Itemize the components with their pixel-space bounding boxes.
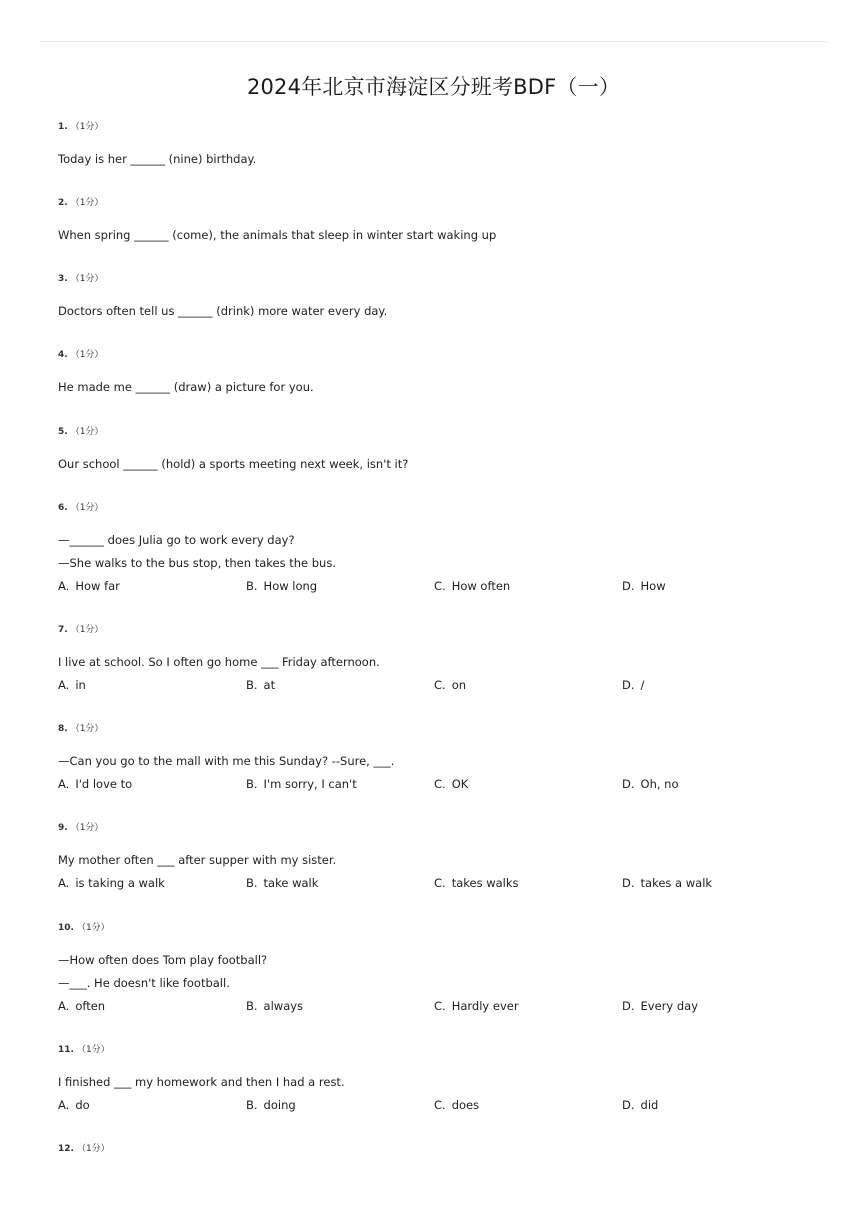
question-number: 3. xyxy=(58,274,68,284)
option-d[interactable] xyxy=(622,575,666,598)
option-letter: D. xyxy=(622,579,635,593)
option-b[interactable] xyxy=(246,872,318,895)
option-d[interactable] xyxy=(622,773,679,796)
question-5 xyxy=(58,425,818,476)
page-title: 2024年北京市海淀区分班考BDF（一） xyxy=(246,75,621,99)
option-text: OK xyxy=(451,777,469,791)
option-text: Hardly ever xyxy=(451,999,519,1013)
page-top-divider xyxy=(40,41,827,42)
option-text: takes a walk xyxy=(640,876,713,890)
option-letter: C. xyxy=(434,579,446,593)
option-letter: D. xyxy=(622,999,635,1013)
question-text: Doctors often tell us ______ (drink) more water every day. xyxy=(58,304,388,318)
option-a[interactable] xyxy=(58,995,105,1018)
option-c[interactable] xyxy=(434,1094,479,1117)
question-number: 5. xyxy=(58,427,68,437)
option-text: How often xyxy=(451,579,511,593)
option-letter: B. xyxy=(246,1098,258,1112)
option-text: on xyxy=(451,678,467,692)
option-d[interactable] xyxy=(622,995,698,1018)
question-header xyxy=(58,348,818,362)
option-letter: A. xyxy=(58,999,70,1013)
question-score: （1分） xyxy=(70,274,104,284)
question-header xyxy=(58,921,818,935)
answer-options xyxy=(58,1094,818,1117)
question-score: （1分） xyxy=(70,724,104,734)
option-b[interactable] xyxy=(246,1094,296,1117)
question-text: He made me ______ (draw) a picture for you. xyxy=(58,380,314,394)
question-number: 6. xyxy=(58,503,68,513)
option-letter: B. xyxy=(246,876,258,890)
question-score: （1分） xyxy=(70,625,104,635)
option-text: Oh, no xyxy=(640,777,679,791)
option-text: How xyxy=(640,579,666,593)
option-c[interactable] xyxy=(434,773,468,796)
question-text: —Can you go to the mall with me this Sunday? --Sure, ___. xyxy=(58,754,395,768)
question-header xyxy=(58,821,818,835)
option-text: is taking a walk xyxy=(75,876,165,890)
option-d[interactable] xyxy=(622,674,644,697)
question-header xyxy=(58,722,818,736)
question-number: 7. xyxy=(58,625,68,635)
option-letter: C. xyxy=(434,678,446,692)
question-number: 12. xyxy=(58,1144,74,1154)
option-text: often xyxy=(75,999,106,1013)
option-letter: A. xyxy=(58,876,70,890)
question-10 xyxy=(58,921,818,1018)
option-letter: D. xyxy=(622,1098,635,1112)
option-text: doing xyxy=(263,1098,296,1112)
option-letter: B. xyxy=(246,999,258,1013)
question-number: 2. xyxy=(58,198,68,208)
answer-options xyxy=(58,773,818,796)
answer-options xyxy=(58,674,818,697)
option-a[interactable] xyxy=(58,674,86,697)
option-text: in xyxy=(75,678,86,692)
option-letter: A. xyxy=(58,579,70,593)
option-text: take walk xyxy=(263,876,319,890)
option-c[interactable] xyxy=(434,872,519,895)
question-6 xyxy=(58,501,818,598)
option-b[interactable] xyxy=(246,674,275,697)
option-b[interactable] xyxy=(246,773,357,796)
question-text: —___. He doesn't like football. xyxy=(58,976,230,990)
option-letter: A. xyxy=(58,678,70,692)
option-d[interactable] xyxy=(622,872,712,895)
question-number: 8. xyxy=(58,724,68,734)
option-letter: A. xyxy=(58,777,70,791)
question-score: （1分） xyxy=(76,923,110,933)
question-score: （1分） xyxy=(70,198,104,208)
question-text: Our school ______ (hold) a sports meeting next week, isn't it? xyxy=(58,457,409,471)
option-letter: D. xyxy=(622,876,635,890)
question-header xyxy=(58,272,818,286)
option-c[interactable] xyxy=(434,995,519,1018)
option-text: Every day xyxy=(640,999,699,1013)
question-number: 1. xyxy=(58,122,68,132)
question-8 xyxy=(58,722,818,796)
question-text: —She walks to the bus stop, then takes the bus. xyxy=(58,556,336,570)
option-letter: D. xyxy=(622,777,635,791)
option-letter: B. xyxy=(246,579,258,593)
option-letter: C. xyxy=(434,1098,446,1112)
option-a[interactable] xyxy=(58,872,165,895)
option-text: at xyxy=(263,678,276,692)
option-a[interactable] xyxy=(58,575,120,598)
question-header xyxy=(58,1043,818,1057)
option-letter: D. xyxy=(622,678,635,692)
option-c[interactable] xyxy=(434,575,510,598)
question-score: （1分） xyxy=(70,427,104,437)
option-text: I'd love to xyxy=(75,777,133,791)
question-header xyxy=(58,623,818,637)
question-text: I finished ___ my homework and then I had a rest. xyxy=(58,1075,345,1089)
question-4 xyxy=(58,348,818,399)
option-letter: C. xyxy=(434,876,446,890)
question-11 xyxy=(58,1043,818,1117)
question-header xyxy=(58,501,818,515)
option-text: How long xyxy=(263,579,318,593)
question-header xyxy=(58,196,818,210)
option-a[interactable] xyxy=(58,773,132,796)
question-score: （1分） xyxy=(70,350,104,360)
answer-options xyxy=(58,575,818,598)
question-text: —______ does Julia go to work every day? xyxy=(58,533,295,547)
question-number: 9. xyxy=(58,823,68,833)
option-text: I'm sorry, I can't xyxy=(263,777,357,791)
question-number: 11. xyxy=(58,1045,74,1055)
question-score: （1分） xyxy=(76,1144,110,1154)
question-12 xyxy=(58,1142,818,1156)
question-score: （1分） xyxy=(70,122,104,132)
question-header xyxy=(58,120,818,134)
question-7 xyxy=(58,623,818,697)
option-text: / xyxy=(640,678,645,692)
option-letter: B. xyxy=(246,678,258,692)
option-letter: A. xyxy=(58,1098,70,1112)
question-score: （1分） xyxy=(70,503,104,513)
option-letter: C. xyxy=(434,999,446,1013)
answer-options xyxy=(58,872,818,895)
option-d[interactable] xyxy=(622,1094,658,1117)
option-letter: B. xyxy=(246,777,258,791)
question-text: —How often does Tom play football? xyxy=(58,953,268,967)
question-text: Today is her ______ (nine) birthday. xyxy=(58,152,257,166)
option-c[interactable] xyxy=(434,674,466,697)
question-text: My mother often ___ after supper with my sister. xyxy=(58,853,337,867)
answer-options xyxy=(58,995,818,1018)
option-a[interactable] xyxy=(58,1094,90,1117)
option-b[interactable] xyxy=(246,995,303,1018)
question-number: 4. xyxy=(58,350,68,360)
option-b[interactable] xyxy=(246,575,317,598)
question-text: When spring ______ (come), the animals that sleep in winter start waking up xyxy=(58,228,497,242)
question-1 xyxy=(58,120,818,171)
question-header xyxy=(58,1142,818,1156)
option-text: did xyxy=(640,1098,659,1112)
option-text: How far xyxy=(75,579,120,593)
question-score: （1分） xyxy=(70,823,104,833)
question-text: I live at school. So I often go home ___ Friday afternoon. xyxy=(58,655,380,669)
question-score: （1分） xyxy=(76,1045,110,1055)
question-9 xyxy=(58,821,818,895)
option-text: does xyxy=(451,1098,480,1112)
question-3 xyxy=(58,272,818,323)
question-number: 10. xyxy=(58,923,74,933)
option-letter: C. xyxy=(434,777,446,791)
question-2 xyxy=(58,196,818,247)
option-text: do xyxy=(75,1098,90,1112)
option-text: takes walks xyxy=(451,876,519,890)
option-text: always xyxy=(263,999,304,1013)
question-header xyxy=(58,425,818,439)
